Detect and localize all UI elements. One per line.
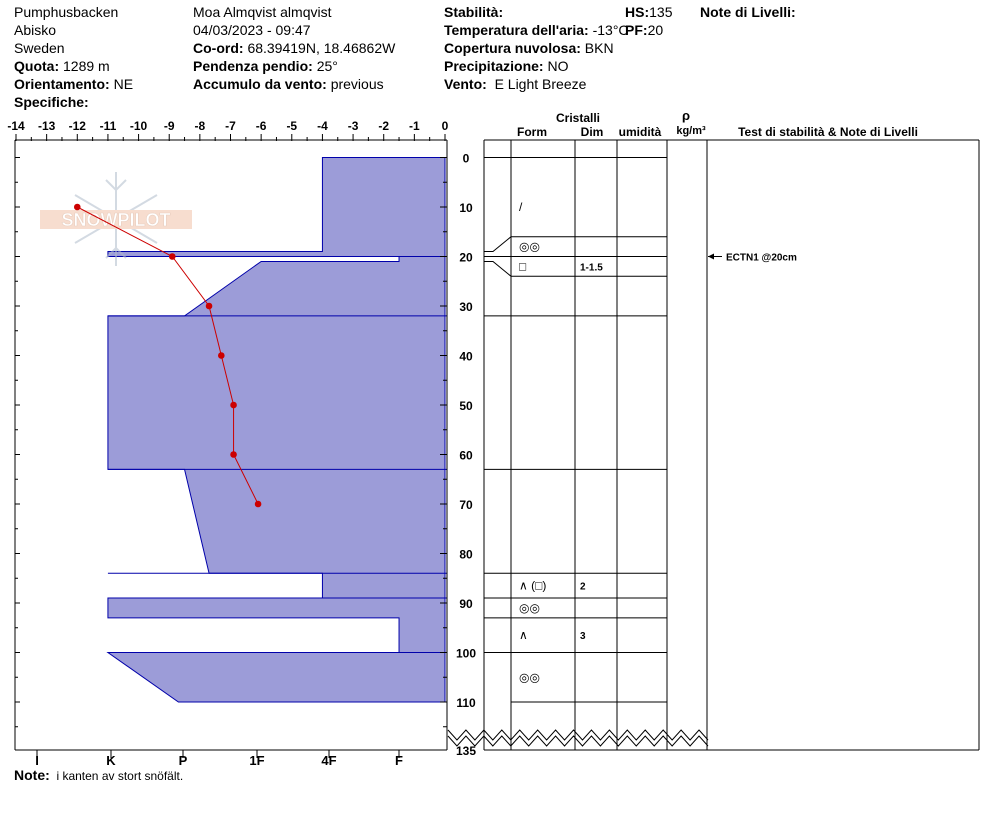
temperature-point — [206, 303, 213, 310]
temperature-point — [169, 253, 176, 260]
depth-break-zigzag — [448, 736, 708, 746]
temp-tick-label: -3 — [347, 119, 359, 133]
layer-connector — [484, 261, 511, 276]
temp-tick-label: -12 — [68, 119, 86, 133]
precip-label: Precipitazione: — [444, 58, 544, 74]
crystal-form-symbol: ∧ (□) — [519, 578, 547, 593]
wind-value: E Light Breeze — [494, 76, 587, 92]
hardness-label: K — [106, 753, 116, 768]
hardness-label: 4F — [321, 753, 337, 768]
temp-tick-label: -9 — [163, 119, 175, 133]
layer-connector — [484, 237, 511, 252]
depth-tick-label: 60 — [459, 448, 473, 463]
hs-label: HS: — [625, 4, 650, 20]
location-name: Pumphusbacken — [14, 4, 119, 20]
temp-tick-label: -6 — [255, 119, 267, 133]
temperature-point — [255, 501, 262, 508]
hardness-label: 1F — [249, 753, 265, 768]
crystal-form-symbol: □ — [519, 259, 527, 274]
depth-tick-label: 90 — [459, 597, 473, 611]
coord-value: 68.39419N, 18.46862W — [247, 40, 396, 56]
region-name: Abisko — [14, 22, 57, 38]
logo-text: SNOWPILOT — [61, 210, 171, 230]
hardness-profile — [108, 158, 445, 703]
coord-label: Co-ord: — [193, 40, 244, 56]
hardness-label: I — [35, 753, 39, 768]
air-temp-value: -13°C — [592, 22, 629, 38]
temp-tick-label: -2 — [378, 119, 390, 133]
crystal-form-symbol: ◎◎ — [519, 670, 540, 685]
temp-tick-label: -1 — [409, 119, 420, 133]
wind-loading-value: previous — [330, 76, 384, 92]
elevation-value: 1289 m — [63, 58, 110, 74]
pf-label: PF: — [625, 22, 648, 38]
depth-tick-label: 0 — [462, 151, 470, 166]
depth-tick-label: 135 — [455, 744, 477, 758]
temp-tick-label: -10 — [129, 119, 148, 133]
elevation-label: Quota: — [14, 58, 60, 74]
note-label: Note: — [14, 767, 50, 783]
temp-tick-label: -4 — [317, 119, 328, 133]
depth-tick-label: 80 — [459, 547, 473, 562]
crystal-form-symbol: ∧ — [519, 628, 528, 643]
depth-tick-label: 100 — [455, 646, 477, 661]
temperature-point — [230, 451, 237, 458]
stability-test-label: ECTN1 @20cm — [726, 252, 797, 264]
depth-tick-label: 20 — [459, 250, 473, 265]
sky-value: BKN — [584, 40, 614, 56]
air-temp-label: Temperatura dell'aria: — [444, 22, 589, 38]
precip-value: NO — [547, 58, 569, 74]
depth-tick-label: 70 — [459, 498, 473, 512]
wind-loading-label: Accumulo da vento: — [193, 76, 327, 92]
layer-notes-label: Note di Livelli: — [700, 4, 796, 20]
pf-value: 20 — [647, 22, 664, 38]
column-header-tests: Test di stabilità & Note di Livelli — [738, 125, 918, 139]
observation-datetime: 04/03/2023 - 09:47 — [193, 22, 311, 38]
slope-value: 25° — [316, 58, 338, 74]
hs-value: 135 — [649, 4, 673, 20]
depth-tick-label: 50 — [459, 399, 473, 413]
crystal-form-symbol: ◎◎ — [519, 239, 540, 254]
aspect-label: Orientamento: — [14, 76, 110, 92]
temp-tick-label: -11 — [99, 119, 117, 133]
temp-tick-label: -7 — [225, 119, 236, 133]
crystal-form-symbol: / — [519, 200, 523, 214]
depth-tick-label: 40 — [459, 349, 473, 364]
stability-label: Stabilità: — [444, 4, 504, 20]
stability-arrow-head — [708, 254, 714, 260]
temperature-point — [74, 204, 81, 211]
temp-tick-label: -5 — [286, 119, 298, 133]
crystal-form-symbol: ◎◎ — [519, 600, 540, 615]
observer-name: Moa Almqvist almqvist — [193, 4, 332, 20]
temp-tick-label: -13 — [37, 119, 56, 133]
temp-tick-label: -8 — [194, 119, 206, 133]
specifics-label: Specifiche: — [14, 94, 89, 110]
column-header-crystals: Cristalli — [555, 111, 601, 125]
column-header-form: Form — [517, 125, 547, 139]
temperature-point — [218, 352, 225, 359]
hardness-label: P — [178, 753, 188, 768]
temp-tick-label: 0 — [441, 119, 449, 133]
wind-label: Vento: — [444, 76, 487, 92]
depth-tick-label: 10 — [459, 201, 473, 215]
sky-label: Copertura nuvolosa: — [444, 40, 581, 56]
column-header-density-unit: kg/m³ — [676, 125, 706, 137]
temp-tick-label: -14 — [7, 119, 25, 133]
column-header-moisture: umidità — [618, 125, 662, 139]
note-text: i kanten av stort snöfält. — [56, 769, 184, 783]
slope-label: Pendenza pendio: — [193, 58, 313, 74]
temperature-point — [230, 402, 237, 409]
grain-size-label: 2 — [580, 581, 586, 593]
grain-size-label: 1-1.5 — [580, 262, 603, 274]
grain-size-label: 3 — [580, 631, 586, 643]
aspect-value: NE — [113, 76, 134, 92]
depth-tick-label: 30 — [459, 300, 473, 314]
depth-tick-label: 110 — [456, 696, 476, 710]
country-name: Sweden — [14, 40, 65, 56]
column-header-dim: Dim — [580, 125, 604, 139]
depth-break-zigzag — [448, 730, 708, 740]
column-header-rho: ρ — [681, 108, 691, 123]
hardness-label: F — [395, 753, 403, 768]
